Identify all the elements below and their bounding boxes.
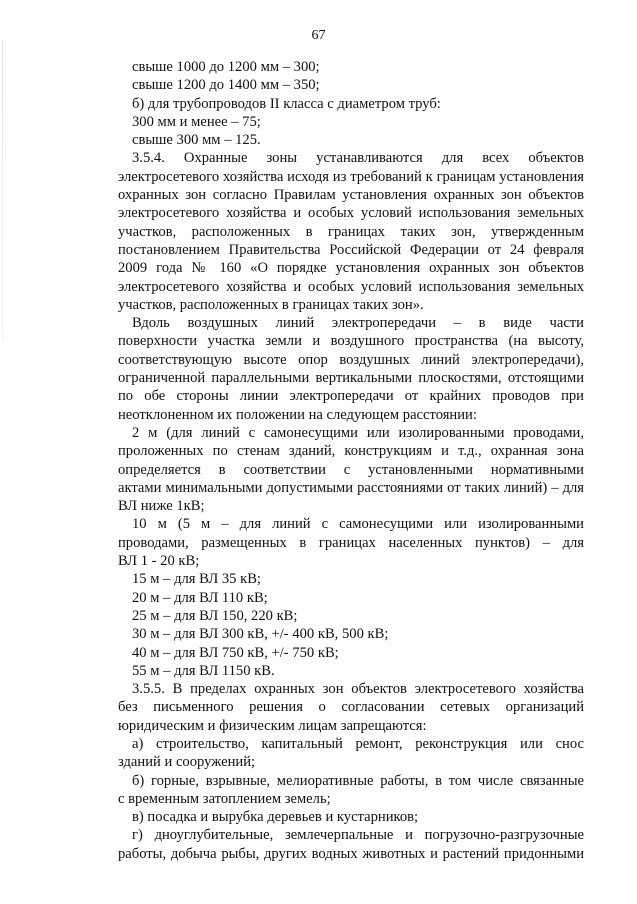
text-line: 10 м (5 м – для линий с самонесущими или изолированными [132, 516, 584, 533]
text-line: электросетевого хозяйства исходя из требований к границам установления [118, 168, 584, 185]
text-line: с временным затоплением земель; [118, 790, 331, 807]
text-line: 300 мм и менее – 75; [132, 113, 261, 130]
text-line: 20 м – для ВЛ 110 кВ; [132, 589, 268, 606]
text-line: поверхности участка земли и воздушного пространства (на высоту, [118, 333, 584, 350]
text-line: 15 м – для ВЛ 35 кВ; [132, 571, 261, 588]
text-line: неотклоненном их положении на следующем расстоянии: [118, 406, 477, 423]
text-line: электросетевого хозяйства и особых условий использования земельных [118, 205, 584, 222]
text-line: 55 м – для ВЛ 1150 кВ. [132, 662, 275, 679]
text-line: ВЛ ниже 1кВ; [118, 498, 205, 515]
scan-edge-shadow [2, 40, 3, 340]
text-line: свыше 1000 до 1200 мм – 300; [132, 59, 320, 75]
page-number: 67 [311, 28, 326, 43]
text-line: г) дноуглубительные, землечерпальные и погрузочно-разгрузочные [132, 827, 584, 844]
text-line: участков, расположенных в границах таких зон». [118, 296, 424, 313]
text-line: проложенных по стенам зданий, конструкциям и т.д., охранная зона [118, 443, 584, 460]
text-line: без письменного решения о согласовании сетевых организаций [118, 699, 584, 716]
document-body [118, 58, 584, 863]
text-line: проводами, размещенных в границах населенных пунктов) – для [118, 534, 584, 551]
text-line: 30 м – для ВЛ 300 кВ, +/- 400 кВ, 500 кВ; [132, 626, 389, 643]
text-line: 2009 года № 160 «О порядке установления охранных зон объектов [118, 260, 584, 277]
text-line: в) посадка и вырубка деревьев и кустарников; [132, 809, 419, 826]
text-line: юридическим и физическим лицам запрещаются: [118, 717, 427, 734]
text-line: б) для трубопроводов II класса с диаметром труб: [132, 95, 441, 112]
text-line: 3.5.5. В пределах охранных зон объектов электросетевого хозяйства [132, 681, 584, 698]
text-line: участков, расположенных в границах таких зон, утвержденным [118, 223, 584, 240]
text-line: охранных зон согласно Правилам установления охранных зон объектов [118, 187, 584, 204]
text-line: 40 м – для ВЛ 750 кВ, +/- 750 кВ; [132, 644, 339, 661]
text-line: электросетевого хозяйства и особых условий использования земельных [118, 278, 584, 295]
text-line: 25 м – для ВЛ 150, 220 кВ; [132, 607, 298, 624]
text-line: Вдоль воздушных линий электропередачи – в виде части [132, 315, 584, 332]
text-line: свыше 1200 до 1400 мм – 350; [132, 77, 320, 94]
text-line: по обе стороны линии электропередачи от крайних проводов при [118, 388, 584, 405]
text-line: 3.5.4. Охранные зоны устанавливаются для всех объектов [132, 150, 584, 167]
text-line: ограниченной параллельными вертикальными плоскостями, отстоящими [118, 370, 584, 387]
text-line: зданий и сооружений; [118, 754, 256, 771]
text-line: ВЛ 1 - 20 кВ; [118, 553, 200, 570]
text-line: определяется в соответствии с установленными нормативными [118, 461, 584, 478]
text-line: соответствующую высоте опор воздушных линий электропередачи), [118, 351, 584, 368]
text-line: а) строительство, капитальный ремонт, реконструкция или снос [132, 735, 584, 752]
text-line: свыше 300 мм – 125. [132, 132, 261, 149]
text-line: актами минимальными допустимыми расстояниями от таких линий) – для [118, 479, 584, 496]
text-line: 2 м (для линий с самонесущими или изолированными проводами, [132, 424, 584, 441]
text-line: б) горные, взрывные, мелиоративные работы, в том числе связанные [132, 772, 584, 789]
text-line: работы, добыча рыбы, других водных животных и растений придонными [118, 845, 584, 862]
text-line: постановлением Правительства Российской Федерации от 24 февраля [118, 241, 584, 258]
